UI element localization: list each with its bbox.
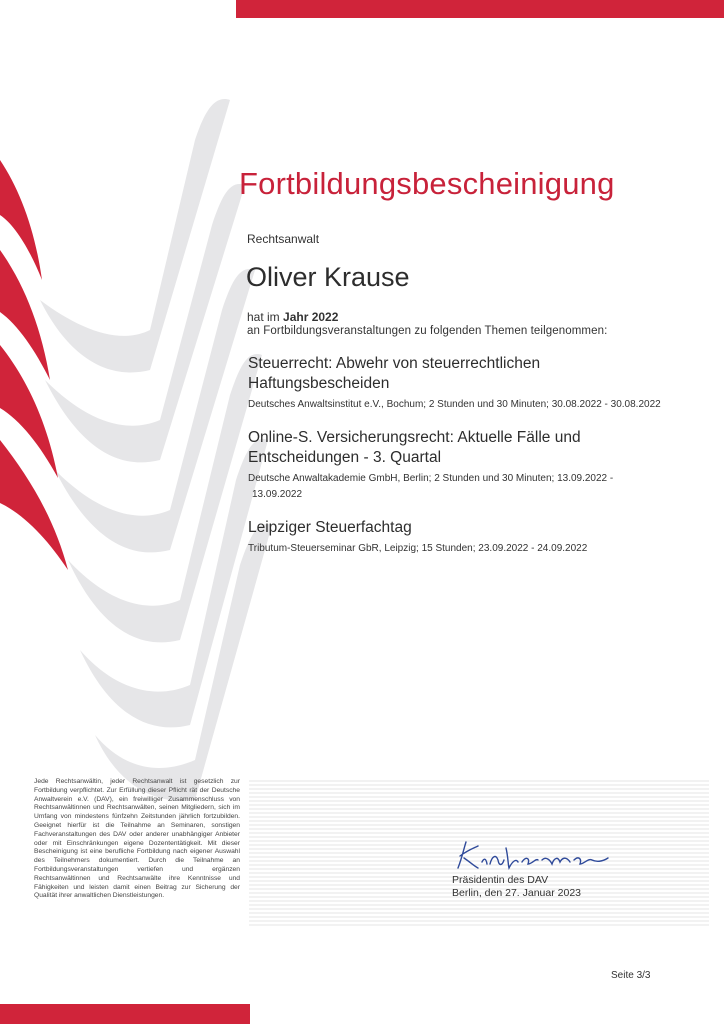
course-title — [248, 428, 668, 468]
course-detail-line: Tributum-Steuerseminar GbR, Leipzig; 15 Stunden; 23.09.2022 - 24.09.2022 — [248, 543, 588, 554]
recipient-name: Oliver Krause — [246, 262, 410, 292]
legal-footnote: Jede Rechtsanwältin, jeder Rechtsanwalt ist gesetzlich zur Fortbildung verpflichtet. Zur Erfüllung dieser Pflicht rät der Deutsche Anwaltverein e.V. (DAV), ein freiwilliger Zusammenschluss von Rechtsanwältinnen und Rechtsanwälten, seinen Mitgliedern, sich im Umfang von mindestens fünfzehn Zeitstunden jährlich fortzubilden. Geeignet hierfür ist die Teilnahme an Seminaren, sonstigen Fachveranstaltungen des DAV oder anderer unabhängiger Anbieter oder mit Einschränkungen eigene Dozententätigkeit. Mit dieser Bescheinigung ist eine berufliche Fortbildung nach eigener Auswahl des Teilnehmers dokumentiert. Durch die Teilnahme an Fortbildungsveranstaltungen vertiefen und ergänzen Rechtsanwältinnen und Rechtsanwälte ihre Kenntnisse und Fähigkeiten und leisten damit einen Beitrag zur Sicherung der Qualität ihrer anwaltlichen Dienstleistungen. — [34, 778, 240, 900]
course-title-line: Leipziger Steuerfachtag — [248, 519, 412, 536]
course-item — [248, 428, 668, 503]
recipient-role: Rechtsanwalt — [247, 232, 320, 246]
course-title-line: Steuerrecht: Abwehr von steuerrechtlichen — [248, 355, 541, 372]
course-item — [248, 354, 668, 413]
intro-text: an Fortbildungsveranstaltungen zu folgenden Themen teilgenommen: — [247, 325, 608, 337]
course-title-line: Haftungsbescheiden — [248, 375, 390, 392]
grey-swoosh-1 — [40, 99, 230, 372]
course-title-line: Entscheidungen - 3. Quartal — [248, 449, 442, 466]
year-line — [247, 310, 338, 324]
year-label: Jahr 2022 — [283, 310, 339, 324]
bottom-accent-bar — [0, 1004, 250, 1024]
handwritten-signature — [452, 838, 612, 876]
course-title — [248, 518, 668, 538]
course-title-line: Online-S. Versicherungsrecht: Aktuelle Fälle und — [248, 429, 581, 446]
certificate-title: Fortbildungsbescheinigung — [239, 166, 615, 201]
signature-place-date: Berlin, den 27. Januar 2023 — [452, 887, 582, 899]
course-detail — [248, 541, 668, 557]
course-detail-line: Deutsche Anwaltakademie GmbH, Berlin; 2 Stunden und 30 Minuten; 13.09.2022 - — [248, 473, 614, 484]
course-detail-line: Deutsches Anwaltsinstitut e.V., Bochum; 2 Stunden und 30 Minuten; 30.08.2022 - 30.08.2022 — [248, 399, 661, 410]
signatory-role: Präsidentin des DAV — [452, 874, 549, 886]
course-item — [248, 518, 668, 557]
top-accent-bar — [236, 0, 724, 18]
year-prefix: hat im — [247, 310, 284, 324]
grey-swoosh-6 — [95, 524, 272, 801]
course-detail — [248, 471, 668, 503]
page-number: Seite 3/3 — [611, 970, 651, 981]
course-detail — [248, 397, 668, 413]
course-title — [248, 354, 668, 394]
red-swoosh-4 — [0, 440, 68, 570]
course-detail-line: 13.09.2022 — [252, 489, 303, 500]
